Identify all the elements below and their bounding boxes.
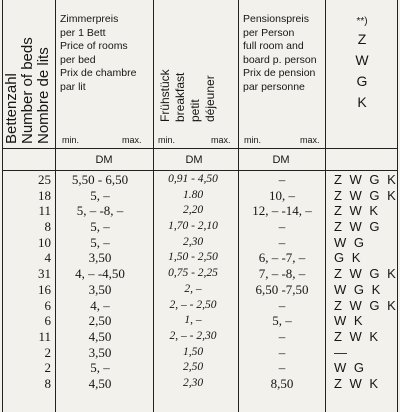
- beds-cell: 10: [38, 234, 51, 250]
- breakfast-cell: 0,91 - 4,50: [168, 173, 218, 185]
- breakfast-cell: 1,50 - 2,50: [168, 251, 218, 264]
- pension-cell: 5, –: [272, 313, 292, 329]
- amenity-codes-cell: Z W G K: [334, 187, 398, 203]
- beds-cell: 25: [38, 172, 51, 187]
- table-row: [2, 345, 397, 361]
- amenity-codes-cell: Z W G: [334, 219, 382, 235]
- amenity-codes-cell: W K: [334, 313, 365, 329]
- footnote-mark: **): [356, 16, 368, 27]
- legend-letter: Z: [357, 31, 367, 47]
- header-line: Price of rooms: [60, 40, 128, 52]
- breakfast-cell: 1.80: [182, 188, 204, 201]
- room-price-cell: 5, –: [90, 360, 110, 376]
- currency-unit: DM: [95, 154, 113, 166]
- amenity-codes-cell: W G: [334, 234, 366, 250]
- room-price-cell: 5, –: [90, 187, 110, 203]
- pension-price-column-header: [243, 13, 317, 94]
- table-row: [2, 329, 397, 345]
- min-label: min.: [244, 135, 262, 145]
- breakfast-cell: 1,70 - 2,10: [168, 220, 218, 233]
- room-price-cell: 2,50: [88, 313, 112, 329]
- breakfast-cell: 2, – - 2,50: [169, 298, 217, 311]
- currency-unit: DM: [272, 154, 290, 166]
- beds-column-header: [4, 37, 52, 144]
- table-row: [2, 313, 397, 329]
- beds-cell: 18: [38, 187, 51, 203]
- header-line: par lit: [60, 80, 86, 93]
- breakfast-cell: 2,30: [182, 235, 204, 248]
- pension-cell: 12, – -14, –: [252, 203, 312, 219]
- header-line: Zimmerpreis: [60, 13, 119, 25]
- header-line: per bed: [60, 53, 96, 66]
- max-label: max.: [122, 135, 142, 145]
- room-price-cell: 4,50: [88, 328, 112, 344]
- pension-cell: 6, – -7, –: [258, 250, 306, 266]
- pension-cell: 6,50 -7,50: [255, 281, 309, 297]
- legend-letter: W: [355, 52, 369, 68]
- beds-cell: 6: [44, 297, 51, 313]
- beds-cell: 4: [44, 250, 51, 266]
- pension-cell: 8,50: [270, 375, 294, 391]
- beds-cell: 8: [44, 375, 51, 391]
- amenity-codes-cell: Z W G K: [334, 266, 398, 282]
- breakfast-cell: 2,50: [182, 361, 204, 374]
- room-price-cell: 5, –: [90, 234, 110, 250]
- table-body: [2, 172, 397, 392]
- currency-unit: DM: [185, 154, 203, 166]
- beds-cell: 2: [44, 344, 51, 360]
- header-line: board p. person: [243, 53, 317, 66]
- pension-cell: –: [278, 344, 286, 360]
- breakfast-cell: 0,75 - 2,25: [168, 267, 218, 280]
- beds-cell: 6: [44, 313, 51, 329]
- breakfast-cell: 1, –: [184, 314, 202, 327]
- amenity-codes-cell: —: [334, 344, 349, 360]
- header-line: Prix de pension: [243, 67, 316, 79]
- unit-rule: [2, 170, 397, 171]
- room-price-cell: 4,50: [88, 375, 112, 391]
- pension-cell: 10, –: [269, 187, 295, 203]
- room-price-cell: 3,50: [88, 250, 112, 266]
- table-row: [2, 282, 397, 298]
- beds-cell: 2: [44, 360, 51, 376]
- table-row: [2, 360, 397, 376]
- table-row: [2, 376, 397, 392]
- header-line: Pensionspreis: [243, 13, 309, 25]
- header-line: Nombre de lits: [35, 47, 52, 144]
- beds-cell: 8: [44, 219, 51, 235]
- legend-letter: K: [357, 94, 367, 110]
- room-price-column-header: [60, 13, 136, 94]
- room-price-cell: 3,50: [88, 344, 112, 360]
- table-row: [2, 298, 397, 314]
- amenity-codes-cell: G K: [334, 250, 363, 266]
- pension-cell: –: [278, 172, 286, 187]
- amenity-legend: [328, 15, 396, 113]
- amenity-codes-cell: Z W K: [334, 203, 381, 219]
- table-row: [2, 188, 397, 204]
- header-line: Prix de chambre: [60, 67, 137, 79]
- pension-cell: –: [278, 234, 286, 250]
- header-line: per 1 Bett: [60, 26, 106, 39]
- table-row: [2, 219, 397, 235]
- pension-cell: –: [278, 328, 286, 344]
- table-row: [2, 266, 397, 282]
- header-line: breakfast: [173, 72, 187, 122]
- amenity-codes-cell: Z W K: [334, 328, 381, 344]
- beds-cell: 16: [38, 281, 51, 297]
- amenity-codes-cell: Z W G K: [334, 172, 398, 187]
- legend-letter: G: [356, 73, 368, 89]
- breakfast-cell: 2, – - 2,30: [169, 329, 217, 342]
- beds-cell: 11: [38, 328, 51, 344]
- room-price-cell: 4, – -4,50: [75, 266, 125, 282]
- room-price-cell: 5,50 - 6,50: [71, 172, 129, 187]
- amenity-codes-cell: W G: [334, 360, 366, 376]
- amenity-codes-cell: Z W G K: [334, 297, 398, 313]
- header-line: déjeuner: [203, 75, 217, 122]
- table-row: [2, 235, 397, 251]
- table-row: [2, 203, 397, 219]
- pension-cell: –: [278, 297, 286, 313]
- header-line: Frühstück: [158, 69, 172, 122]
- breakfast-cell: 1,50: [182, 345, 204, 358]
- beds-cell: 31: [38, 266, 51, 282]
- min-label: min.: [62, 135, 80, 145]
- beds-cell: 11: [38, 203, 51, 219]
- header-line: petit: [188, 99, 202, 122]
- header-line: full room and: [243, 40, 304, 52]
- room-price-cell: 3,50: [88, 281, 112, 297]
- max-label: max.: [300, 135, 320, 145]
- room-price-cell: 4, –: [90, 297, 110, 313]
- breakfast-cell: 2,30: [182, 376, 204, 389]
- amenity-codes-cell: W G K: [334, 281, 383, 297]
- table-row: [2, 250, 397, 266]
- room-price-cell: 5, –: [90, 219, 110, 235]
- header-line: par personne: [243, 80, 305, 93]
- header-line: Bettenzahl: [3, 73, 20, 144]
- header-rule: [2, 148, 397, 149]
- room-price-cell: 5, – -8, –: [76, 203, 124, 219]
- amenity-codes-cell: Z W K: [334, 375, 381, 391]
- header-line: Number of beds: [19, 37, 36, 144]
- pension-cell: –: [278, 360, 286, 376]
- min-label: min.: [158, 135, 176, 145]
- pension-cell: –: [278, 219, 286, 235]
- breakfast-cell: 2, –: [184, 282, 202, 295]
- table-row: [2, 172, 397, 188]
- breakfast-column-header: [158, 69, 218, 122]
- header-line: per Person: [243, 26, 295, 39]
- breakfast-cell: 2,20: [182, 204, 204, 217]
- max-label: max.: [211, 135, 231, 145]
- pension-cell: 7, – -8, –: [258, 266, 306, 282]
